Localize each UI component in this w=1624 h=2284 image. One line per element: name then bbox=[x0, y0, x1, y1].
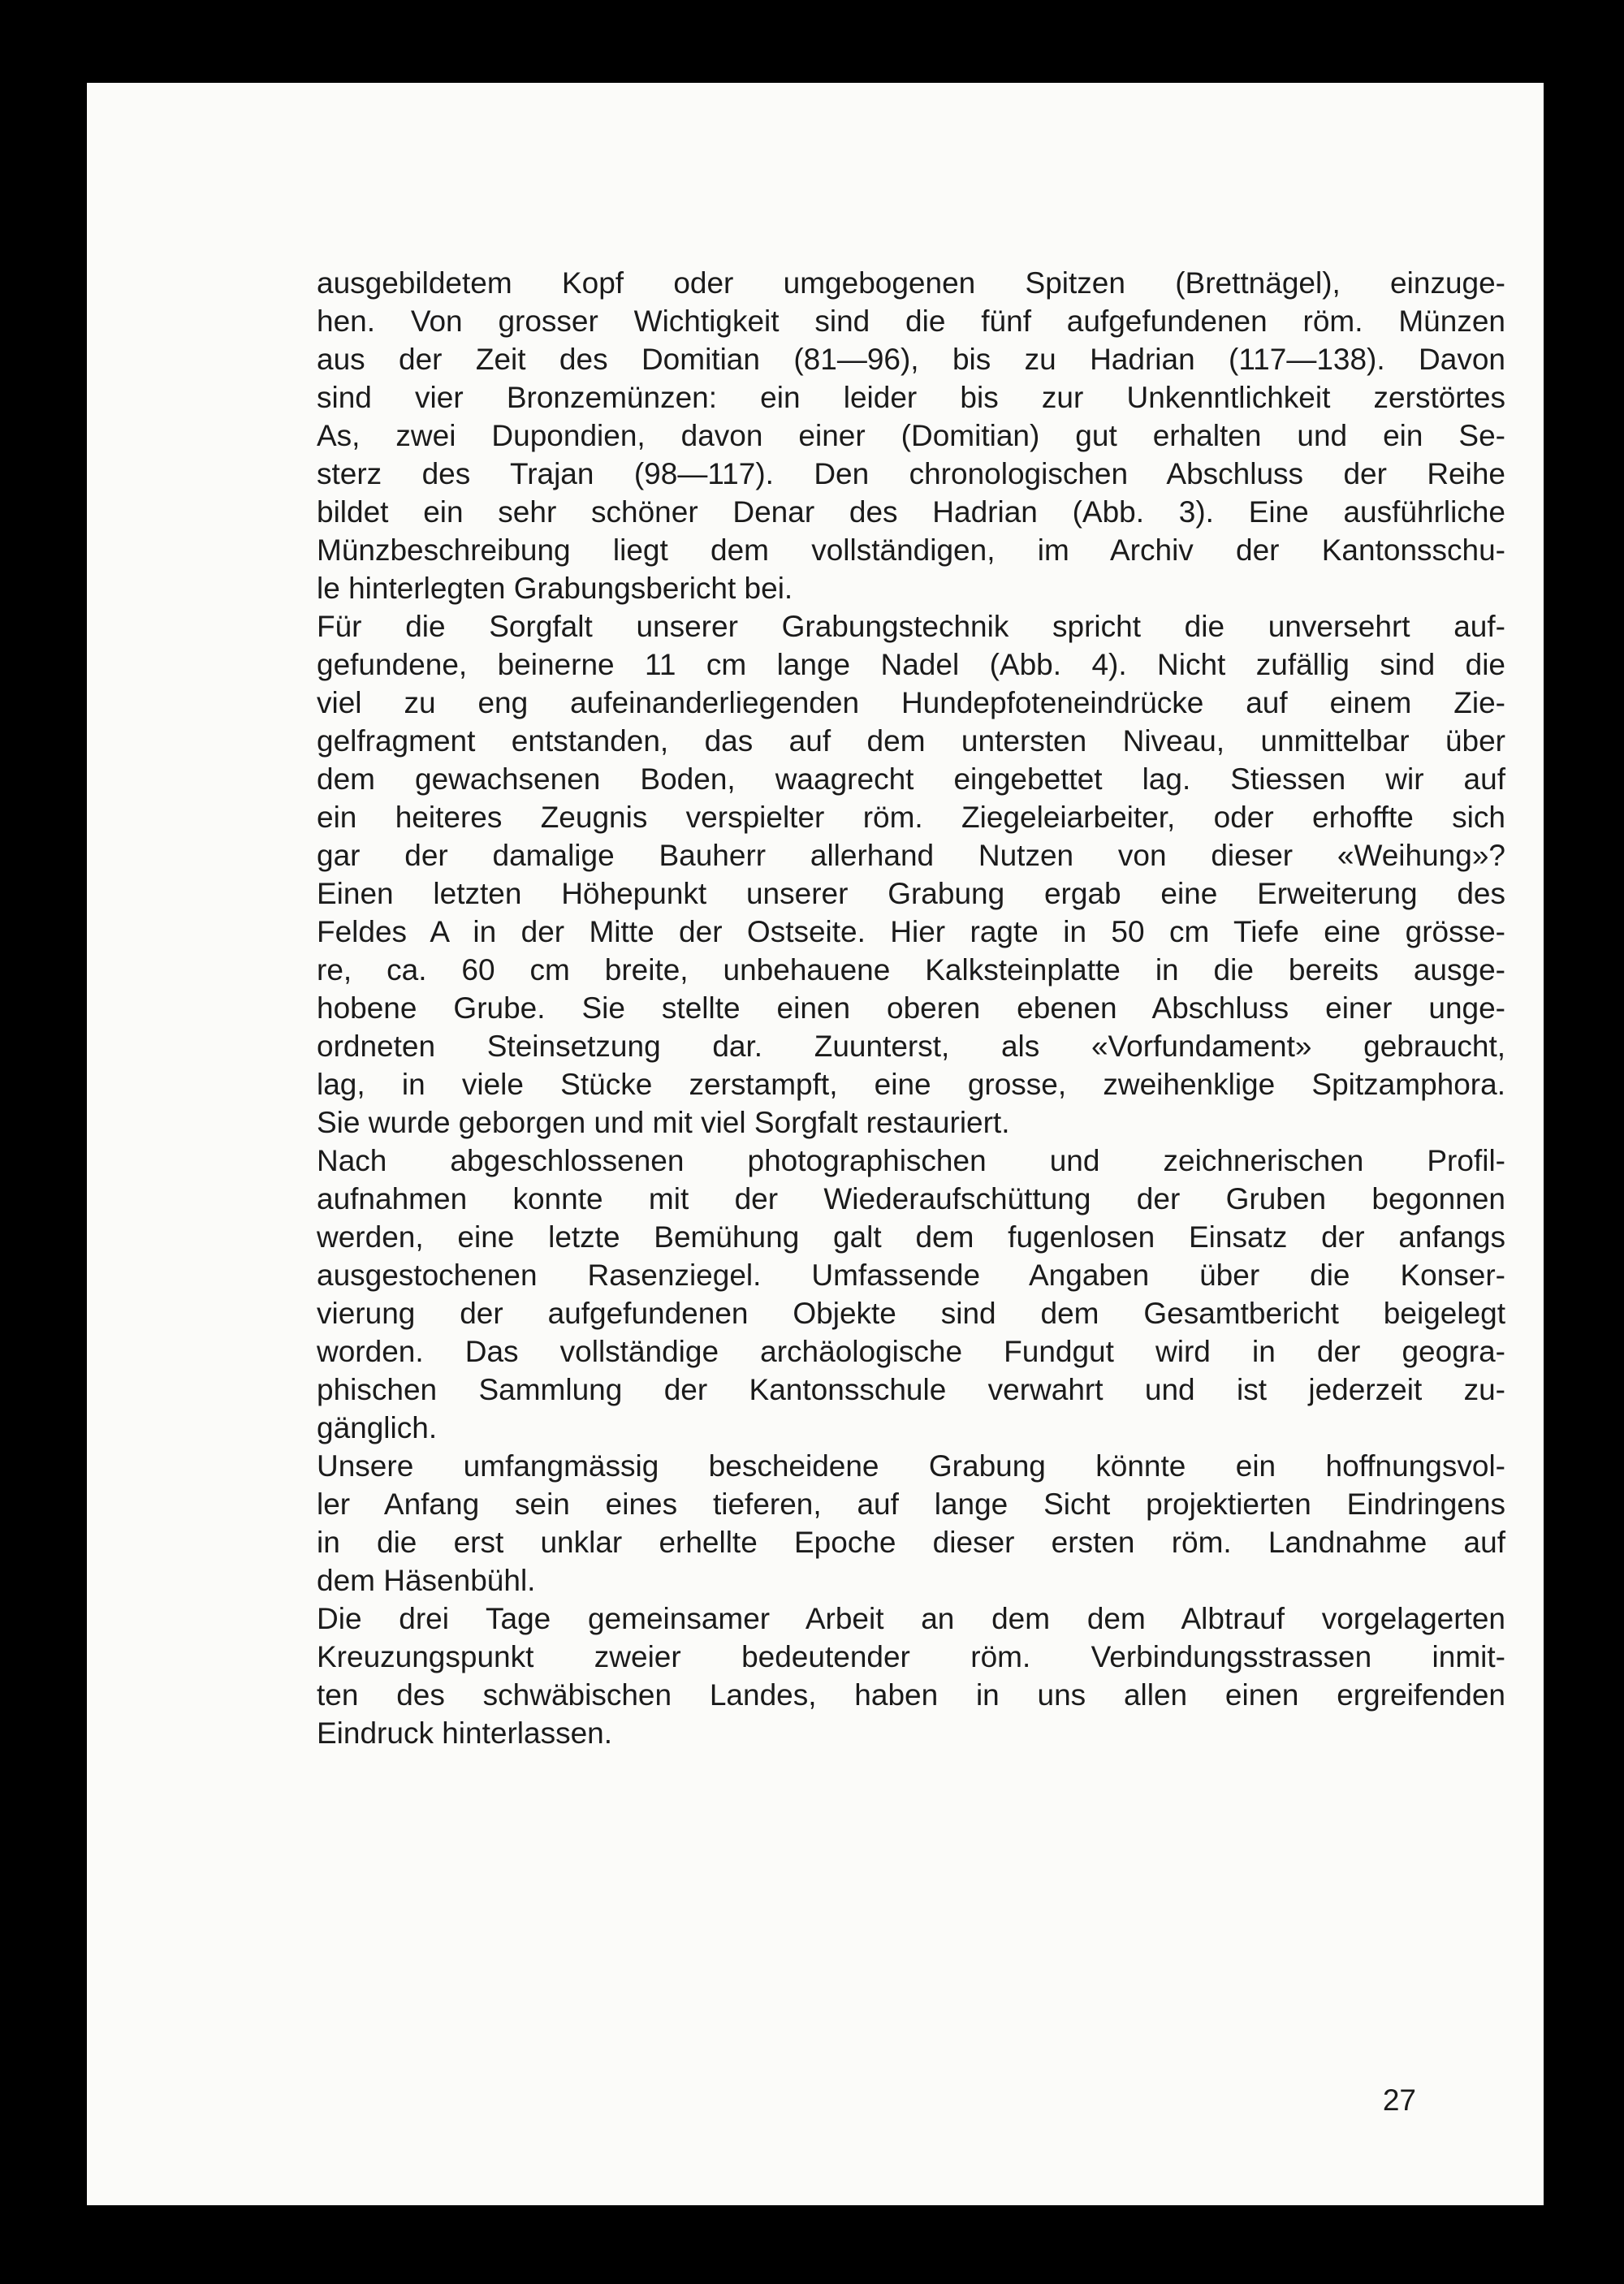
text-line: phischen Sammlung der Kantonsschule verwahrt und ist jederzeit zu- bbox=[317, 1373, 1505, 1406]
document-page bbox=[87, 83, 1544, 2205]
text-line: sterz des Trajan (98—117). Den chronologischen Abschluss der Reihe bbox=[317, 457, 1505, 490]
text-line: lag, in viele Stücke zerstampft, eine grosse, zweihenklige Spitzamphora. bbox=[317, 1068, 1505, 1101]
page-number: 27 bbox=[1382, 2083, 1416, 2117]
text-line: Unsere umfangmässig bescheidene Grabung könnte ein hoffnungsvol- bbox=[317, 1449, 1505, 1483]
text-line: Für die Sorgfalt unserer Grabungstechnik spricht die unversehrt auf- bbox=[317, 610, 1505, 643]
text-line: in die erst unklar erhellte Epoche dieser ersten röm. Landnahme auf bbox=[317, 1526, 1505, 1559]
text-line: werden, eine letzte Bemühung galt dem fugenlosen Einsatz der anfangs bbox=[317, 1220, 1505, 1254]
text-line: aufnahmen konnte mit der Wiederaufschüttung der Gruben begonnen bbox=[317, 1182, 1505, 1215]
text-line: bildet ein sehr schöner Denar des Hadrian (Abb. 3). Eine ausführliche bbox=[317, 495, 1505, 529]
text-line: Die drei Tage gemeinsamer Arbeit an dem dem Albtrauf vorgelagerten bbox=[317, 1602, 1505, 1635]
text-line: hobene Grube. Sie stellte einen oberen ebenen Abschluss einer unge- bbox=[317, 991, 1505, 1025]
text-line: Nach abgeschlossenen photographischen und zeichnerischen Profil- bbox=[317, 1144, 1505, 1177]
text-line: Feldes A in der Mitte der Ostseite. Hier ragte in 50 cm Tiefe eine grösse- bbox=[317, 915, 1505, 948]
paragraph bbox=[317, 1600, 1505, 1752]
text-line: gefundene, beinerne 11 cm lange Nadel (Abb. 4). Nicht zufällig sind die bbox=[317, 648, 1505, 681]
text-line: ten des schwäbischen Landes, haben in uns allen einen ergreifenden bbox=[317, 1678, 1505, 1712]
text-line: Einen letzten Höhepunkt unserer Grabung ergab eine Erweiterung des bbox=[317, 877, 1505, 910]
text-line: ordneten Steinsetzung dar. Zuunterst, als «Vorfundament» gebraucht, bbox=[317, 1030, 1505, 1063]
text-line: re, ca. 60 cm breite, unbehauene Kalksteinplatte in die bereits ausge- bbox=[317, 953, 1505, 987]
text-line: Sie wurde geborgen und mit viel Sorgfalt restauriert. bbox=[317, 1106, 1010, 1139]
text-line: gänglich. bbox=[317, 1411, 438, 1444]
text-line: dem Häsenbühl. bbox=[317, 1564, 536, 1597]
text-line: Eindruck hinterlassen. bbox=[317, 1716, 613, 1750]
text-line: hen. Von grosser Wichtigkeit sind die fünf aufgefundenen röm. Münzen bbox=[317, 304, 1505, 338]
text-line: ausgestochenen Rasenziegel. Umfassende Angaben über die Konser- bbox=[317, 1259, 1505, 1292]
text-line: worden. Das vollständige archäologische Fundgut wird in der geogra- bbox=[317, 1335, 1505, 1368]
text-line: Münzbeschreibung liegt dem vollständigen, im Archiv der Kantonsschu- bbox=[317, 533, 1505, 567]
text-line: ein heiteres Zeugnis verspielter röm. Ziegeleiarbeiter, oder erhoffte sich bbox=[317, 801, 1505, 834]
text-line: dem gewachsenen Boden, waagrecht eingebettet lag. Stiessen wir auf bbox=[317, 762, 1505, 796]
text-line: As, zwei Dupondien, davon einer (Domitian) gut erhalten und ein Se- bbox=[317, 419, 1505, 452]
text-line: ler Anfang sein eines tieferen, auf lange Sicht projektierten Eindringens bbox=[317, 1487, 1505, 1521]
paragraph bbox=[317, 1447, 1505, 1600]
text-line: gar der damalige Bauherr allerhand Nutzen von dieser «Weihung»? bbox=[317, 839, 1505, 872]
body-text bbox=[317, 264, 1505, 1752]
text-line: gelfragment entstanden, das auf dem untersten Niveau, unmittelbar über bbox=[317, 724, 1505, 758]
text-line: sind vier Bronzemünzen: ein leider bis zur Unkenntlichkeit zerstörtes bbox=[317, 381, 1505, 414]
text-line: le hinterlegten Grabungsbericht bei. bbox=[317, 572, 793, 605]
paragraph bbox=[317, 1142, 1505, 1447]
text-line: ausgebildetem Kopf oder umgebogenen Spitzen (Brettnägel), einzuge- bbox=[317, 266, 1505, 300]
text-line: viel zu eng aufeinanderliegenden Hundepfoteneindrücke auf einem Zie- bbox=[317, 686, 1505, 719]
text-line: Kreuzungspunkt zweier bedeutender röm. Verbindungsstrassen inmit- bbox=[317, 1640, 1505, 1673]
text-line: aus der Zeit des Domitian (81—96), bis zu Hadrian (117—138). Davon bbox=[317, 343, 1505, 376]
text-line: vierung der aufgefundenen Objekte sind dem Gesamtbericht beigelegt bbox=[317, 1297, 1505, 1330]
paragraph bbox=[317, 264, 1505, 607]
paragraph bbox=[317, 607, 1505, 1142]
